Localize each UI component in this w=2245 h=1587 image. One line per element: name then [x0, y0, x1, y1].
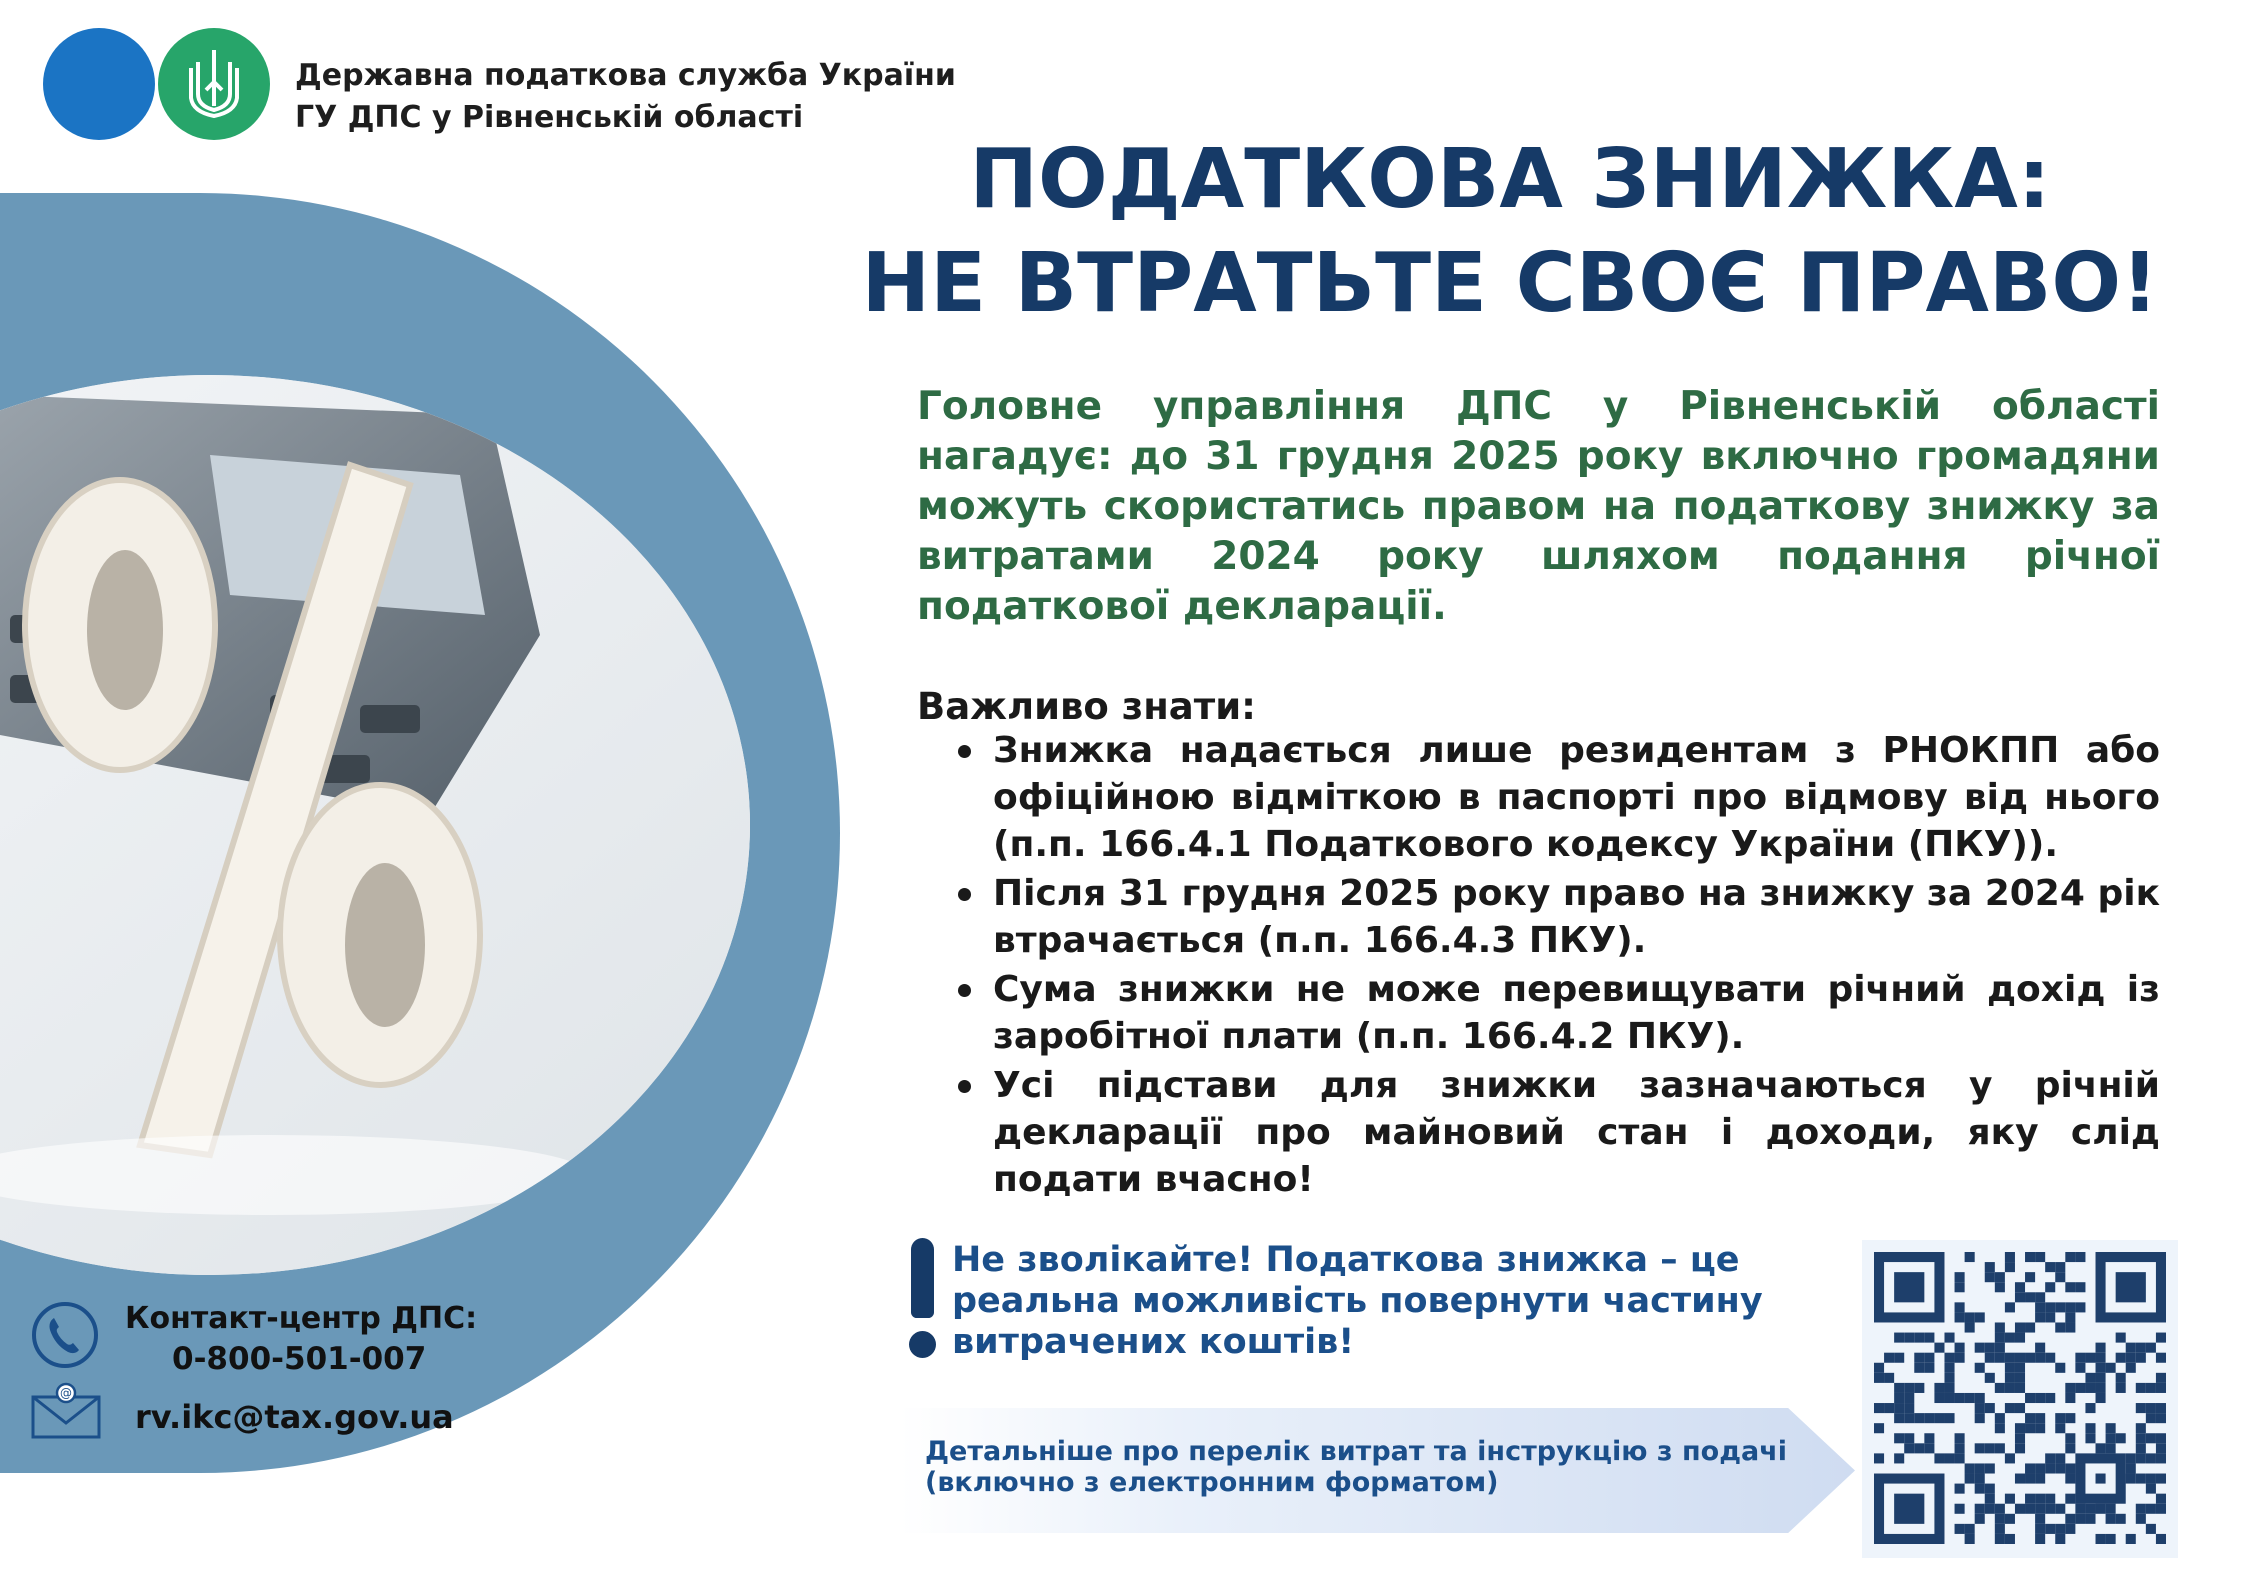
logo-blue-circle: [43, 28, 155, 140]
phone-icon: [30, 1300, 100, 1370]
logo-green-circle: [158, 28, 270, 140]
title-line-1: ПОДАТКОВА ЗНИЖКА:: [969, 132, 2051, 227]
org-line-1: Державна податкова служба України: [295, 58, 956, 93]
banner-line-2: (включно з електронним форматом): [925, 1467, 1499, 1498]
trident-icon: [158, 28, 270, 140]
list-item: Усі підстави для знижки зазначаються у річній декларації про майновий стан і доходи, яку слід подати вчасно!: [958, 1062, 2160, 1203]
list-item: Сума знижки не може перевищувати річний дохід із заробітної плати (п.п. 166.4.2 ПКУ).: [958, 966, 2160, 1060]
important-heading: Важливо знати:: [917, 685, 1256, 728]
contact-center-title: Контакт-центр ДПС:: [125, 1301, 478, 1336]
qr-code[interactable]: [1862, 1240, 2178, 1558]
title-line-2: НЕ ВТРАТЬТЕ СВОЄ ПРАВО!: [861, 236, 2159, 331]
exclamation-dot-icon: [909, 1331, 936, 1358]
details-banner-text[interactable]: [925, 1436, 1855, 1498]
org-line-2: ГУ ДПС у Рівненській області: [295, 100, 804, 135]
contact-email-link[interactable]: rv.ikc@tax.gov.ua: [135, 1398, 454, 1436]
page-title: [820, 128, 2200, 336]
mail-icon: [30, 1381, 102, 1439]
contact-phone-number[interactable]: 0-800-501-007: [172, 1341, 427, 1377]
svg-text:@: @: [60, 1386, 72, 1400]
banner-line-1: Детальніше про перелік витрат та інструкцію з подачі: [925, 1436, 1788, 1467]
important-list: [958, 727, 2160, 1205]
intro-paragraph: Головне управління ДПС у Рівненській області нагадує: до 31 грудня 2025 року включно громадяни можуть скористатись правом на податкову знижку за витратами 2024 року шляхом подання річної податкової декларації.: [917, 384, 2160, 629]
exclamation-icon: [911, 1238, 934, 1318]
callout-text: Не зволікайте! Податкова знижка – це реальна можливість повернути частину витрачених коштів!: [952, 1240, 1763, 1362]
qr-code-icon: [1874, 1252, 2166, 1544]
organization-name: [295, 55, 956, 139]
list-item: Знижка надається лише резидентам з РНОКПП або офіційною відміткою в паспорті про відмову від нього (п.п. 166.4.1 Податкового кодексу України (ПКУ)).: [958, 727, 2160, 868]
list-item: Після 31 грудня 2025 року право на знижку за 2024 рік втрачається (п.п. 166.4.3 ПКУ).: [958, 870, 2160, 964]
